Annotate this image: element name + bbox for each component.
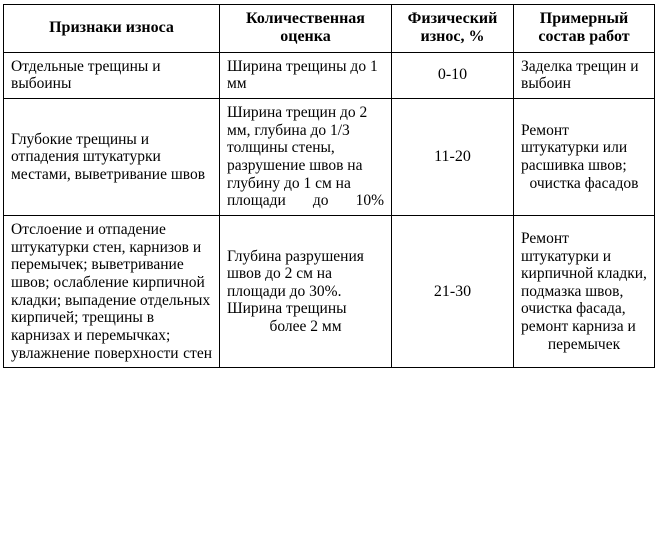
table-header-row — [4, 5, 655, 53]
table-header — [4, 5, 655, 53]
cell-works: Ремонт штукатурки и кирпичной кладки, подмазка швов, очистка фасада, ремонт карниза и перемычек — [514, 216, 655, 368]
table-body — [4, 52, 655, 368]
wear-signs-table — [3, 4, 655, 368]
cell-wear-percent: 11-20 — [392, 99, 514, 216]
cell-signs: Отдельные трещины и выбоины — [4, 52, 220, 98]
cell-signs: Глубокие трещины и отпадения штукатурки местами, выветривание швов — [4, 99, 220, 216]
cell-wear-percent: 0-10 — [392, 52, 514, 98]
cell-wear-percent: 21-30 — [392, 216, 514, 368]
table-row — [4, 99, 655, 216]
column-header-wear-percent: Физический износ, % — [392, 5, 514, 53]
table-row — [4, 52, 655, 98]
table-row — [4, 216, 655, 368]
column-header-works: Примерный состав работ — [514, 5, 655, 53]
cell-quantitative: Глубина разрушения швов до 2 см на площади до 30%. Ширина трещины более 2 мм — [220, 216, 392, 368]
cell-works: Ремонт штукатурки или расшивка швов; очистка фасадов — [514, 99, 655, 216]
column-header-quantitative: Количественная оценка — [220, 5, 392, 53]
cell-signs: Отслоение и отпадение штукатурки стен, карнизов и перемычек; выветривание швов; ослабление кирпичной кладки; выпадение отдельных кирпичей; трещины в карнизах и перемычках; увлажнение поверхности стен — [4, 216, 220, 368]
column-header-signs: Признаки износа — [4, 5, 220, 53]
cell-quantitative: Ширина трещин до 2 мм, глубина до 1/3 толщины стены, разрушение швов на глубину до 1 см на площади до 10% — [220, 99, 392, 216]
cell-works: Заделка трещин и выбоин — [514, 52, 655, 98]
cell-quantitative: Ширина трещины до 1 мм — [220, 52, 392, 98]
